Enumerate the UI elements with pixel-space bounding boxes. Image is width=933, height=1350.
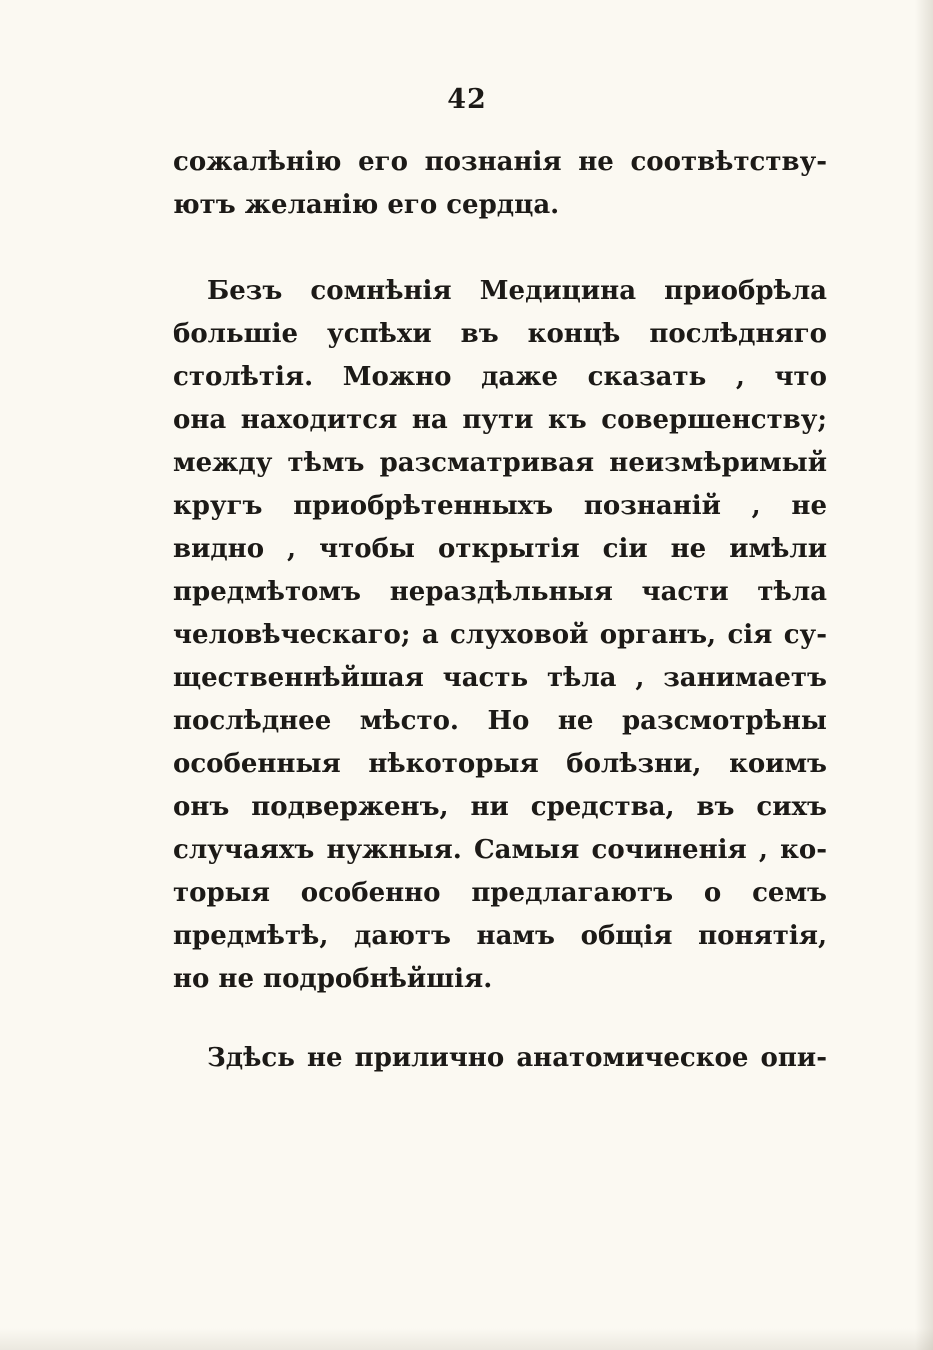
text-line: предмѣтомъ нераздѣльныя части тѣла <box>173 577 827 607</box>
page-number: 42 <box>447 84 487 115</box>
paragraph-next <box>173 1037 827 1080</box>
text-line: кругъ приобрѣтенныхъ познаній , не <box>173 491 827 521</box>
text-line: предмѣтѣ, даютъ намъ общія понятія, <box>173 921 827 951</box>
text-line: видно , чтобы открытія сіи не имѣли <box>173 534 827 564</box>
page-bottom-shadow <box>0 1328 933 1350</box>
text-line: но не подробнѣйшія. <box>173 964 493 994</box>
text-line: ютъ желанію его сердца. <box>173 190 560 220</box>
text-line: Здѣсь не прилично анатомическое опи- <box>207 1043 827 1073</box>
text-line: особенныя нѣкоторыя болѣзни, коимъ <box>173 749 827 779</box>
text-line: между тѣмъ разсматривая неизмѣримый <box>173 448 827 478</box>
text-line: сожалѣнію его познанія не соотвѣтству- <box>173 147 827 177</box>
paragraph-main <box>173 270 827 1001</box>
text-line: щественнѣйшая часть тѣла , занимаетъ <box>173 663 827 693</box>
text-line: большіе успѣхи въ концѣ послѣдняго <box>173 319 827 349</box>
text-line: человѣческаго; а слуховой органъ, сія су- <box>173 620 827 650</box>
paragraph-continuation <box>173 141 827 227</box>
text-line: послѣднее мѣсто. Но не разсмотрѣны <box>173 706 827 736</box>
text-line: Безъ сомнѣнія Медицина приобрѣла <box>207 276 827 306</box>
text-line: столѣтія. Можно даже сказать , что <box>173 362 827 392</box>
text-line: торыя особенно предлагаютъ о семъ <box>173 878 827 908</box>
text-line: случаяхъ нужныя. Самыя сочиненія , ко- <box>173 835 827 865</box>
text-line: она находится на пути къ совершенству; <box>173 405 827 435</box>
page-edge-shadow <box>915 0 933 1350</box>
text-line: онъ подверженъ, ни средства, въ сихъ <box>173 792 827 822</box>
